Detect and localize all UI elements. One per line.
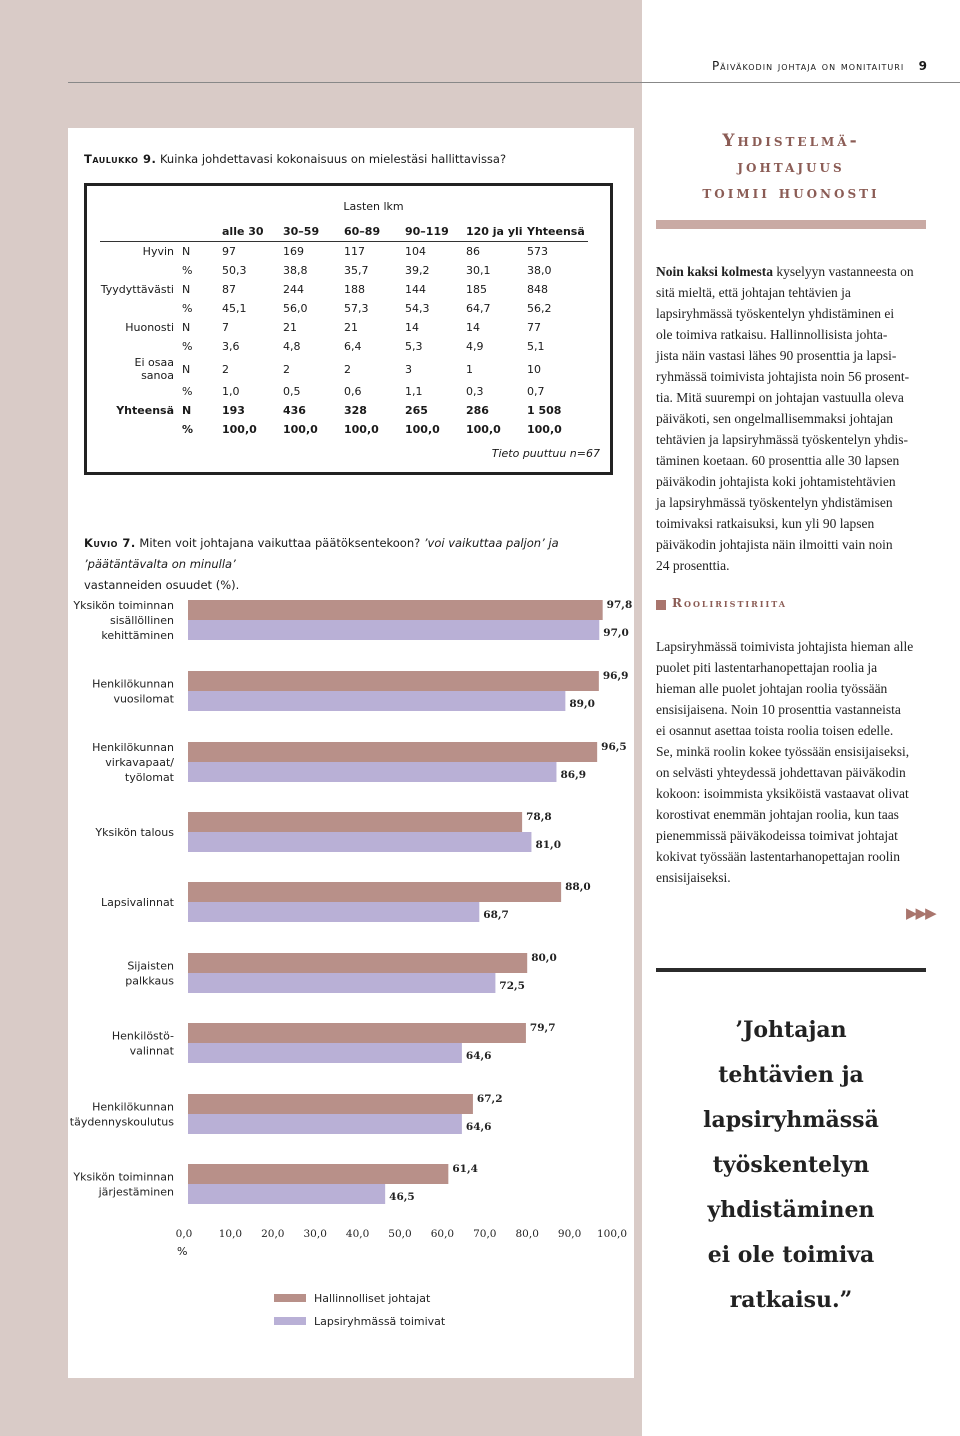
bar bbox=[188, 742, 597, 762]
paragraph-text: toimivaksi ratkaisuksi, kun yli 90 lapsen bbox=[656, 516, 875, 531]
bar bbox=[188, 882, 561, 902]
data-label: 97,8 bbox=[606, 599, 633, 611]
table-cell: 14 bbox=[466, 321, 480, 334]
table-cell: 4,8 bbox=[283, 340, 301, 353]
data-label: 64,6 bbox=[465, 1050, 492, 1062]
category-label: järjestäminen bbox=[98, 1185, 174, 1199]
paragraph-line bbox=[656, 450, 926, 471]
paragraph-line: ei osannut asettaa toista roolia toisen edelle. bbox=[656, 723, 894, 738]
table-cell: 50,3 bbox=[222, 264, 247, 277]
table-cell: 38,8 bbox=[283, 264, 308, 277]
sidebar-heading-line: Yhdistelmä- bbox=[722, 131, 860, 151]
table-cell: 3 bbox=[405, 362, 412, 376]
category-label: työlomat bbox=[124, 771, 174, 784]
table-cell: 117 bbox=[344, 242, 405, 262]
row-unit: N bbox=[180, 242, 222, 262]
figure-caption-tail: vastanneiden osuudet (%). bbox=[84, 578, 240, 592]
table-cell: 45,1 bbox=[222, 302, 247, 315]
quote-line: ’Johtajan bbox=[735, 1017, 847, 1043]
legend-swatch bbox=[274, 1317, 306, 1325]
paragraph-text: tehtävien ja lapsiryhmässä työskentelyn yhdis- bbox=[656, 432, 908, 447]
table-cell: 6,4 bbox=[344, 340, 362, 353]
table-group-header: Lasten lkm bbox=[343, 200, 404, 213]
paragraph-text: ryhmässä toimivista johtajista noin 56 prosent- bbox=[656, 369, 910, 384]
bar bbox=[188, 1094, 473, 1114]
paragraph-line bbox=[656, 324, 926, 345]
paragraph-text: jista näin vastasi lähes 90 prosenttia ja lapsi- bbox=[656, 348, 897, 363]
paragraph-text: tia. Mitä suurempi on johtajan vastuulla oleva bbox=[656, 390, 904, 405]
category-label: sisällöllinen bbox=[110, 614, 174, 627]
paragraph-text: kyselyyn vastanneesta on sitä mieltä, että johtajan tehtävien ja bbox=[656, 264, 914, 300]
paragraph-line: ensisijaisena. Noin 10 prosenttia vastanneista bbox=[656, 702, 901, 717]
sidebar-heading-bar bbox=[656, 220, 926, 229]
table-cell: 1 508 bbox=[527, 404, 562, 417]
table-column-header: 30–59 bbox=[283, 225, 320, 238]
data-label: 81,0 bbox=[535, 839, 562, 851]
quote-line: lapsiryhmässä bbox=[703, 1107, 879, 1133]
page-number: 9 bbox=[918, 59, 928, 73]
row-unit: % bbox=[182, 385, 193, 398]
table-cell: 10 bbox=[527, 362, 541, 376]
paragraph-2 bbox=[656, 636, 926, 888]
table-cell: 97 bbox=[222, 242, 283, 262]
data-label: 72,5 bbox=[499, 980, 525, 992]
table-cell: 573 bbox=[527, 242, 588, 262]
table-cell: 0,3 bbox=[466, 385, 484, 398]
table-cell: 64,7 bbox=[466, 302, 491, 315]
table-cell: 21 bbox=[344, 321, 358, 334]
legend-label: Lapsiryhmässä toimivat bbox=[314, 1315, 446, 1328]
category-label: täydennyskoulutus bbox=[69, 1115, 174, 1129]
paragraph-text: ja lapsiryhmässä työskentelyn yhdistämisen bbox=[656, 495, 893, 510]
category-label: virkavapaat/ bbox=[105, 756, 174, 769]
data-label: 79,7 bbox=[529, 1022, 556, 1034]
paragraph-line bbox=[656, 408, 926, 429]
legend-swatch bbox=[274, 1294, 306, 1302]
quote-line: ei ole toimiva bbox=[707, 1242, 875, 1268]
paragraph-line bbox=[656, 387, 926, 408]
row-unit: % bbox=[182, 423, 194, 436]
table-cell: 21 bbox=[283, 321, 297, 334]
paragraph-text: täminen koetaan. 60 prosenttia alle 30 lapsen bbox=[656, 453, 900, 468]
table-column-header: Yhteensä bbox=[527, 225, 585, 238]
table-cell: 286 bbox=[466, 404, 489, 417]
data-label: 68,7 bbox=[483, 909, 509, 921]
table-cell: 5,1 bbox=[527, 340, 545, 353]
table-cell: 144 bbox=[405, 283, 426, 296]
figure-caption-text: Miten voit johtajana vaikuttaa päätöksentekoon? bbox=[139, 536, 421, 550]
bar bbox=[188, 691, 565, 711]
pull-quote bbox=[656, 1008, 926, 1323]
bar bbox=[188, 1023, 526, 1043]
quote-line: yhdistäminen bbox=[707, 1197, 875, 1223]
data-label: 67,2 bbox=[476, 1093, 503, 1105]
table-cell: 2 bbox=[283, 362, 290, 376]
table-cell: 54,3 bbox=[405, 302, 430, 315]
bar bbox=[188, 671, 599, 691]
category-label: valinnat bbox=[129, 1044, 174, 1058]
table-cell: 100,0 bbox=[405, 423, 440, 436]
category-label: palkkaus bbox=[125, 974, 174, 988]
quote-line: tehtävien ja bbox=[718, 1062, 864, 1088]
table-cell: 244 bbox=[283, 283, 304, 296]
table-cell: 104 bbox=[405, 242, 466, 262]
subheading-square-icon bbox=[656, 600, 666, 610]
row-unit: % bbox=[182, 340, 193, 353]
table-cell: 100,0 bbox=[527, 423, 562, 436]
table-column-header: alle 30 bbox=[222, 225, 264, 238]
table-footnote: Tieto puuttuu n=67 bbox=[491, 447, 600, 460]
category-label: Henkilökunnan bbox=[92, 1100, 174, 1114]
bar bbox=[188, 600, 603, 620]
row-unit: N bbox=[182, 321, 191, 334]
bar bbox=[188, 973, 495, 993]
table-column-header: 90–119 bbox=[405, 225, 449, 238]
table-cell: 193 bbox=[222, 404, 245, 417]
row-unit: N bbox=[182, 283, 191, 296]
category-label: Henkilökunnan bbox=[92, 677, 174, 691]
table-cell: 848 bbox=[527, 283, 548, 296]
category-label: kehittäminen bbox=[101, 629, 174, 642]
row-label: Huonosti bbox=[125, 321, 174, 334]
data-label: 86,9 bbox=[560, 769, 587, 781]
table-cell: 100,0 bbox=[222, 423, 257, 436]
paragraph-line bbox=[656, 303, 926, 324]
quote-rule bbox=[656, 968, 926, 972]
table-cell: 185 bbox=[466, 283, 487, 296]
bar bbox=[188, 902, 479, 922]
table-cell: 77 bbox=[527, 321, 541, 334]
paragraph-line: korostivat enemmän johtajan roolia, kun taas bbox=[656, 807, 899, 822]
paragraph-lead: Noin kaksi kolmesta bbox=[656, 264, 774, 279]
table-cell: 1,0 bbox=[222, 385, 240, 398]
paragraph-line: on selvästi yhteydessä johdettavan päiväkodin bbox=[656, 765, 906, 780]
data-label: 64,6 bbox=[465, 1121, 492, 1133]
table-cell: 57,3 bbox=[344, 302, 369, 315]
bar bbox=[188, 953, 527, 973]
data-label: 80,0 bbox=[531, 952, 557, 964]
table-cell: 2 bbox=[222, 362, 229, 376]
table-cell: 38,0 bbox=[527, 264, 552, 277]
table-cell: 265 bbox=[405, 404, 428, 417]
table-cell: 39,2 bbox=[405, 264, 430, 277]
table-cell: 188 bbox=[344, 283, 365, 296]
paragraph-text: ole toimiva ratkaisu. Hallinnollisista johta- bbox=[656, 327, 888, 342]
bar bbox=[188, 620, 599, 640]
category-label: Yksikön toiminnan bbox=[73, 599, 174, 612]
paragraph-text: päiväkodin johtajista koki johtamistehtävien bbox=[656, 474, 896, 489]
row-unit: % bbox=[182, 264, 193, 277]
paragraph-line: puolet piti lastentarhanopettajan roolia ja bbox=[656, 660, 878, 675]
paragraph-line: hieman alle puolet johtajan roolia työssään bbox=[656, 681, 888, 696]
table-caption-text: Kuinka johdettavasi kokonaisuus on mielestäsi hallittavissa? bbox=[159, 152, 507, 166]
paragraph-text: 24 prosenttia. bbox=[656, 558, 730, 573]
running-header bbox=[712, 59, 928, 73]
figure-caption-italic: ’voi vaikuttaa paljon’ ja ’päätäntävalta on minulla’ bbox=[84, 536, 559, 571]
data-label: 96,9 bbox=[602, 670, 629, 682]
paragraph-line bbox=[656, 471, 926, 492]
quote-line: työskentelyn bbox=[712, 1152, 870, 1178]
paragraph-line: kokoon: isoimmista yksiköistä vastaavat olivat bbox=[656, 786, 909, 801]
category-label: Yksikön talous bbox=[95, 826, 174, 839]
category-label: Lapsivalinnat bbox=[101, 896, 174, 909]
data-label: 61,4 bbox=[452, 1163, 478, 1175]
x-tick-label: 90,0 bbox=[557, 1228, 582, 1240]
table-cell: 100,0 bbox=[344, 423, 379, 436]
legend-label: Hallinnolliset johtajat bbox=[314, 1292, 431, 1305]
category-label: Yksikön toiminnan bbox=[73, 1170, 174, 1184]
paragraph-line bbox=[656, 555, 926, 576]
category-label: Henkilökunnan bbox=[92, 741, 174, 754]
bar bbox=[188, 1114, 462, 1134]
quote-line: ratkaisu.” bbox=[729, 1287, 853, 1313]
table-cell: 3,6 bbox=[222, 340, 240, 353]
table-cell: 436 bbox=[283, 404, 306, 417]
category-label: vuosilomat bbox=[113, 692, 174, 706]
bar bbox=[188, 1184, 385, 1204]
paragraph-text: päiväkoti, sen ongelmallisemmaksi johtajan bbox=[656, 411, 893, 426]
row-unit: % bbox=[182, 302, 193, 315]
table-caption-label: Taulukko 9. bbox=[84, 152, 157, 166]
paragraph-text: päiväkodin johtajista näin ilmoitti vain noin bbox=[656, 537, 893, 552]
table-column-header: 120 ja yli bbox=[466, 225, 523, 238]
row-label: Hyvin bbox=[100, 242, 180, 262]
table-cell: 87 bbox=[222, 283, 236, 296]
table-cell: 100,0 bbox=[466, 423, 501, 436]
table-cell: 0,6 bbox=[344, 385, 362, 398]
table-cell: 1 bbox=[466, 362, 473, 376]
data-label: 89,0 bbox=[569, 698, 595, 710]
subheading: Rooliristiriita bbox=[672, 596, 787, 610]
paragraph-line bbox=[656, 366, 926, 387]
bar bbox=[188, 832, 531, 852]
sidebar-heading bbox=[656, 128, 926, 206]
table-cell: 4,9 bbox=[466, 340, 484, 353]
paragraph-line bbox=[656, 429, 926, 450]
continue-arrows-icon: ▶▶▶ bbox=[906, 904, 935, 922]
table-cell: 30,1 bbox=[466, 264, 491, 277]
paragraph-line: Lapsiryhmässä toimivista johtajista hieman alle bbox=[656, 639, 914, 654]
table-cell: 169 bbox=[283, 242, 344, 262]
sidebar-heading-line: toimii huonosti bbox=[702, 183, 880, 203]
table-cell: 328 bbox=[344, 404, 367, 417]
table-column-header: 60–89 bbox=[344, 225, 381, 238]
category-label: Henkilöstö- bbox=[111, 1029, 174, 1043]
table-cell: 1,1 bbox=[405, 385, 423, 398]
bar bbox=[188, 812, 522, 832]
table-cell: 5,3 bbox=[405, 340, 423, 353]
figure-caption-label: Kuvio 7. bbox=[84, 536, 136, 550]
paragraph-line bbox=[656, 261, 926, 303]
table-cell: 0,5 bbox=[283, 385, 301, 398]
paragraph-line: kokivat työssään lastentarhanopettajan roolin bbox=[656, 849, 901, 864]
x-axis-unit: % bbox=[177, 1245, 188, 1258]
bar bbox=[188, 1043, 462, 1063]
table-cell: 7 bbox=[222, 321, 229, 334]
row-unit: N bbox=[182, 362, 191, 376]
paragraph-line: ensisijaiseksi. bbox=[656, 870, 731, 885]
table-cell: 2 bbox=[344, 362, 351, 376]
data-label: 88,0 bbox=[565, 881, 591, 893]
running-title: Päiväkodin johtaja on monitaituri bbox=[711, 59, 905, 73]
x-tick-label: 60,0 bbox=[430, 1228, 455, 1240]
bar bbox=[188, 1164, 448, 1184]
category-label: Sijaisten bbox=[127, 959, 174, 973]
table-cell: 86 bbox=[466, 242, 527, 262]
x-tick-label: 80,0 bbox=[515, 1228, 539, 1240]
table-cell: 56,2 bbox=[527, 302, 552, 315]
table-cell: 0,7 bbox=[527, 385, 545, 398]
table-cell: 35,7 bbox=[344, 264, 369, 277]
paragraph-1 bbox=[656, 261, 926, 576]
data-label: 46,5 bbox=[389, 1191, 415, 1203]
data-label: 78,8 bbox=[526, 811, 552, 823]
sidebar-heading-line: johtajuus bbox=[737, 157, 845, 177]
x-tick-label: 70,0 bbox=[473, 1228, 497, 1240]
row-label: Ei osaa sanoa bbox=[134, 356, 174, 382]
paragraph-line: Se, minkä roolin kokee työssään ensisijaiseksi, bbox=[656, 744, 910, 759]
paragraph-line bbox=[656, 534, 926, 555]
x-tick-label: 30,0 bbox=[303, 1228, 327, 1240]
paragraph-line bbox=[656, 345, 926, 366]
paragraph-text: lapsiryhmässä työskentelyn yhdistäminen ei bbox=[656, 306, 895, 321]
bar bbox=[188, 762, 556, 782]
x-tick-label: 50,0 bbox=[388, 1228, 412, 1240]
row-label: Yhteensä bbox=[116, 404, 174, 417]
data-label: 96,5 bbox=[601, 741, 627, 753]
table-cell: 100,0 bbox=[283, 423, 318, 436]
row-label: Tyydyttävästi bbox=[100, 283, 174, 296]
paragraph-line bbox=[656, 513, 926, 534]
data-label: 97,0 bbox=[603, 627, 629, 639]
table-cell: 14 bbox=[405, 321, 419, 334]
paragraph-line: pienemmissä päiväkodeissa toimivat johtajat bbox=[656, 828, 898, 843]
x-tick-label: 100,0 bbox=[596, 1228, 628, 1240]
table-cell: 56,0 bbox=[283, 302, 308, 315]
x-tick-label: 20,0 bbox=[261, 1228, 285, 1240]
x-tick-label: 10,0 bbox=[218, 1228, 243, 1240]
paragraph-line bbox=[656, 492, 926, 513]
x-tick-label: 0,0 bbox=[175, 1228, 193, 1240]
x-tick-label: 40,0 bbox=[345, 1228, 370, 1240]
row-unit: N bbox=[182, 404, 192, 417]
